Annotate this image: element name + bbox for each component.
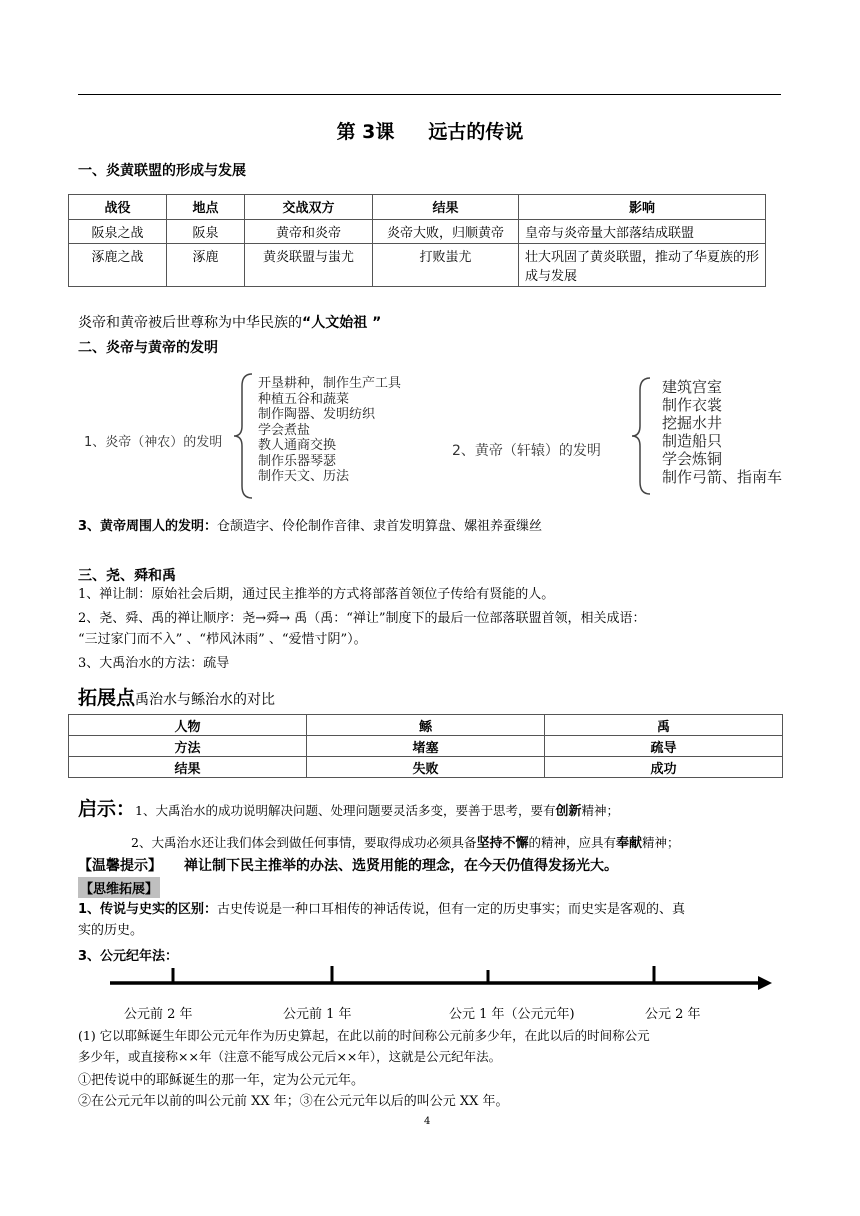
yandi-list [258, 376, 401, 485]
ancestor-note-bold: “人文始祖 ” [302, 315, 382, 331]
calendar-para-2: 多少年，或直接称××年（注意不能写成公元后××年），这就是公元纪年法。 [78, 1049, 502, 1064]
table-row [69, 220, 766, 244]
timeline-label: 公元 2 年 [645, 1007, 701, 1022]
calendar-point-2: ②在公元元年以前的叫公元前 XX 年；③在公元元年以后的叫公元 XX 年。 [78, 1094, 509, 1109]
table-cell: 禹 [545, 715, 783, 736]
table-cell: 阪泉 [167, 220, 245, 244]
flood-method-line: 3、大禹治水的方法：疏导 [78, 656, 230, 671]
battle-table [68, 194, 766, 287]
list-item: 建筑宫室 [662, 378, 723, 396]
table-row [69, 715, 783, 736]
timeline-label: 公元前 2 年 [124, 1007, 193, 1022]
people-text: 仓颉造字、伶伦制作音律、隶首发明算盘、嫘祖养蚕缫丝 [217, 519, 543, 534]
table-cell: 疏导 [545, 736, 783, 757]
inspiration-text-c: 精神； [581, 803, 620, 818]
ancestor-note [78, 314, 381, 333]
th-place: 地点 [167, 195, 245, 220]
table-header-row [69, 195, 766, 220]
timeline-label: 公元 1 年（公元元年) [449, 1007, 575, 1022]
table-cell: 方法 [69, 736, 307, 757]
table-cell: 堵塞 [307, 736, 545, 757]
list-item: 制作衣裳 [662, 396, 723, 414]
table-cell: 鲧 [307, 715, 545, 736]
page-title [0, 117, 860, 144]
table-cell: 壮大巩固了黄炎联盟，推动了华夏族的形成与发展 [519, 244, 766, 287]
yandi-label: 1、炎帝（神农）的发明 [84, 435, 223, 450]
abdication-line: 1、禅让制：原始社会后期，通过民主推举的方式将部落首领位子传给有贤能的人。 [78, 587, 555, 602]
list-item: 教人通商交换 [258, 438, 337, 453]
th-parties: 交战双方 [245, 195, 373, 220]
list-item: 制作天文、历法 [258, 469, 350, 484]
table-cell: 皇帝与炎帝量大部落结成联盟 [519, 220, 766, 244]
list-item: 种植五谷和蔬菜 [258, 391, 350, 407]
inspiration-text-a: 1、大禹治水的成功说明解决问题、处理问题要灵活多变，要善于思考，要有 [135, 803, 556, 818]
list-item: 制造船只 [662, 432, 723, 450]
page-number: 4 [424, 1116, 431, 1127]
list-item: 挖掘水井 [662, 414, 723, 432]
inspiration2-text-e: 精神； [642, 835, 680, 850]
lesson-number: 第 3课 [336, 121, 395, 143]
th-battle: 战役 [69, 195, 167, 220]
section1-heading: 一、炎黄联盟的形成与发展 [78, 163, 246, 179]
table-cell: 结果 [69, 757, 307, 778]
timeline [108, 962, 774, 996]
inspiration-line2 [131, 832, 680, 851]
comparison-table [68, 714, 783, 778]
inspiration2-text-c: 的精神，应具有 [528, 835, 616, 850]
list-item: 学会炼铜 [662, 450, 723, 468]
legend-vs-fact-text: 古史传说是一种口耳相传的神话传说，但有一定的历史事实；而史实是客观的、真 [217, 902, 686, 917]
people-inventions [78, 517, 542, 536]
table-row [69, 736, 783, 757]
table-cell: 黄炎联盟与蚩尤 [245, 244, 373, 287]
tip-line [78, 855, 618, 875]
table-cell: 黄帝和炎帝 [245, 220, 373, 244]
table-cell: 涿鹿之战 [69, 244, 167, 287]
table-row [69, 244, 766, 287]
list-item: 制作陶器、发明纺织 [258, 407, 376, 422]
ancestor-note-text: 炎帝和黄帝被后世尊称为中华民族的 [78, 315, 302, 331]
lesson-name: 远古的传说 [428, 121, 524, 143]
timeline-arrow [758, 976, 772, 990]
calendar-para-1: (1) 它以耶稣诞生年即公元元年作为历史算起，在此以前的时间称公元前多少年，在此以后的时间称公元 [78, 1028, 650, 1043]
list-item: 学会煮盐 [258, 422, 311, 438]
inspiration-line1 [78, 797, 619, 824]
list-item: 开垦耕种，制作生产工具 [258, 376, 402, 391]
table-cell: 成功 [545, 757, 783, 778]
th-impact: 影响 [519, 195, 766, 220]
table-cell: 炎帝大败，归顺黄帝 [373, 220, 519, 244]
people-label: 3、黄帝周围人的发明： [78, 519, 218, 534]
yandi-brace [232, 372, 254, 500]
thinking-label: 【思维拓展】 [78, 877, 160, 898]
header-rule [78, 94, 781, 95]
table-cell: 失败 [307, 757, 545, 778]
table-cell: 阪泉之战 [69, 220, 167, 244]
legend-vs-fact-label: 1、传说与史实的区别： [78, 902, 218, 917]
huangdi-label: 2、黄帝（轩辕）的发明 [452, 443, 601, 459]
extension-label: 拓展点 [78, 687, 136, 709]
inspiration2-text-a: 2、大禹治水还让我们体会到做任何事情，要取得成功必须具备 [131, 835, 477, 850]
huangdi-brace [630, 376, 652, 496]
table-row [69, 757, 783, 778]
inspiration-bold-innovation: 创新 [555, 804, 582, 819]
extension-subtitle: 禹治水与鲧治水的对比 [135, 692, 276, 708]
list-item: 制作乐器琴瑟 [258, 453, 337, 469]
huangdi-list [662, 378, 782, 486]
tip-label: 【温馨提示】 [78, 858, 162, 874]
table-cell: 人物 [69, 715, 307, 736]
idioms-line: “三过家门而不入” 、“栉风沐雨” 、“爱惜寸阴”）。 [78, 632, 367, 647]
section3-heading: 三、尧、舜和禹 [78, 568, 176, 584]
extension-heading [78, 683, 275, 710]
table-cell: 涿鹿 [167, 244, 245, 287]
inspiration-label: 启示： [78, 798, 136, 820]
calendar-label: 3、公元纪年法： [78, 949, 179, 964]
inspiration2-bold-dedication: 奉献 [616, 836, 643, 851]
legend-vs-fact [78, 900, 685, 919]
list-item: 制作弓箭、指南车 [662, 468, 783, 486]
section2-heading: 二、炎帝与黄帝的发明 [78, 340, 218, 356]
table-cell: 打败蚩尤 [373, 244, 519, 287]
order-line: 2、尧、舜、禹的禅让顺序：尧→舜→ 禹（禹：“禅让”制度下的最后一位部落联盟首领，相关成语： [78, 611, 646, 626]
inspiration2-bold-persist: 坚持不懈 [476, 836, 529, 851]
legend-vs-fact-cont: 实的历史。 [78, 923, 144, 938]
calendar-point-1: ①把传说中的耶稣诞生的那一年，定为公元元年。 [78, 1073, 365, 1088]
tip-text: 禅让制下民主推举的办法、选贤用能的理念，在今天仍值得发扬光大。 [184, 858, 618, 874]
timeline-label: 公元前 1 年 [283, 1007, 352, 1022]
th-result: 结果 [373, 195, 519, 220]
